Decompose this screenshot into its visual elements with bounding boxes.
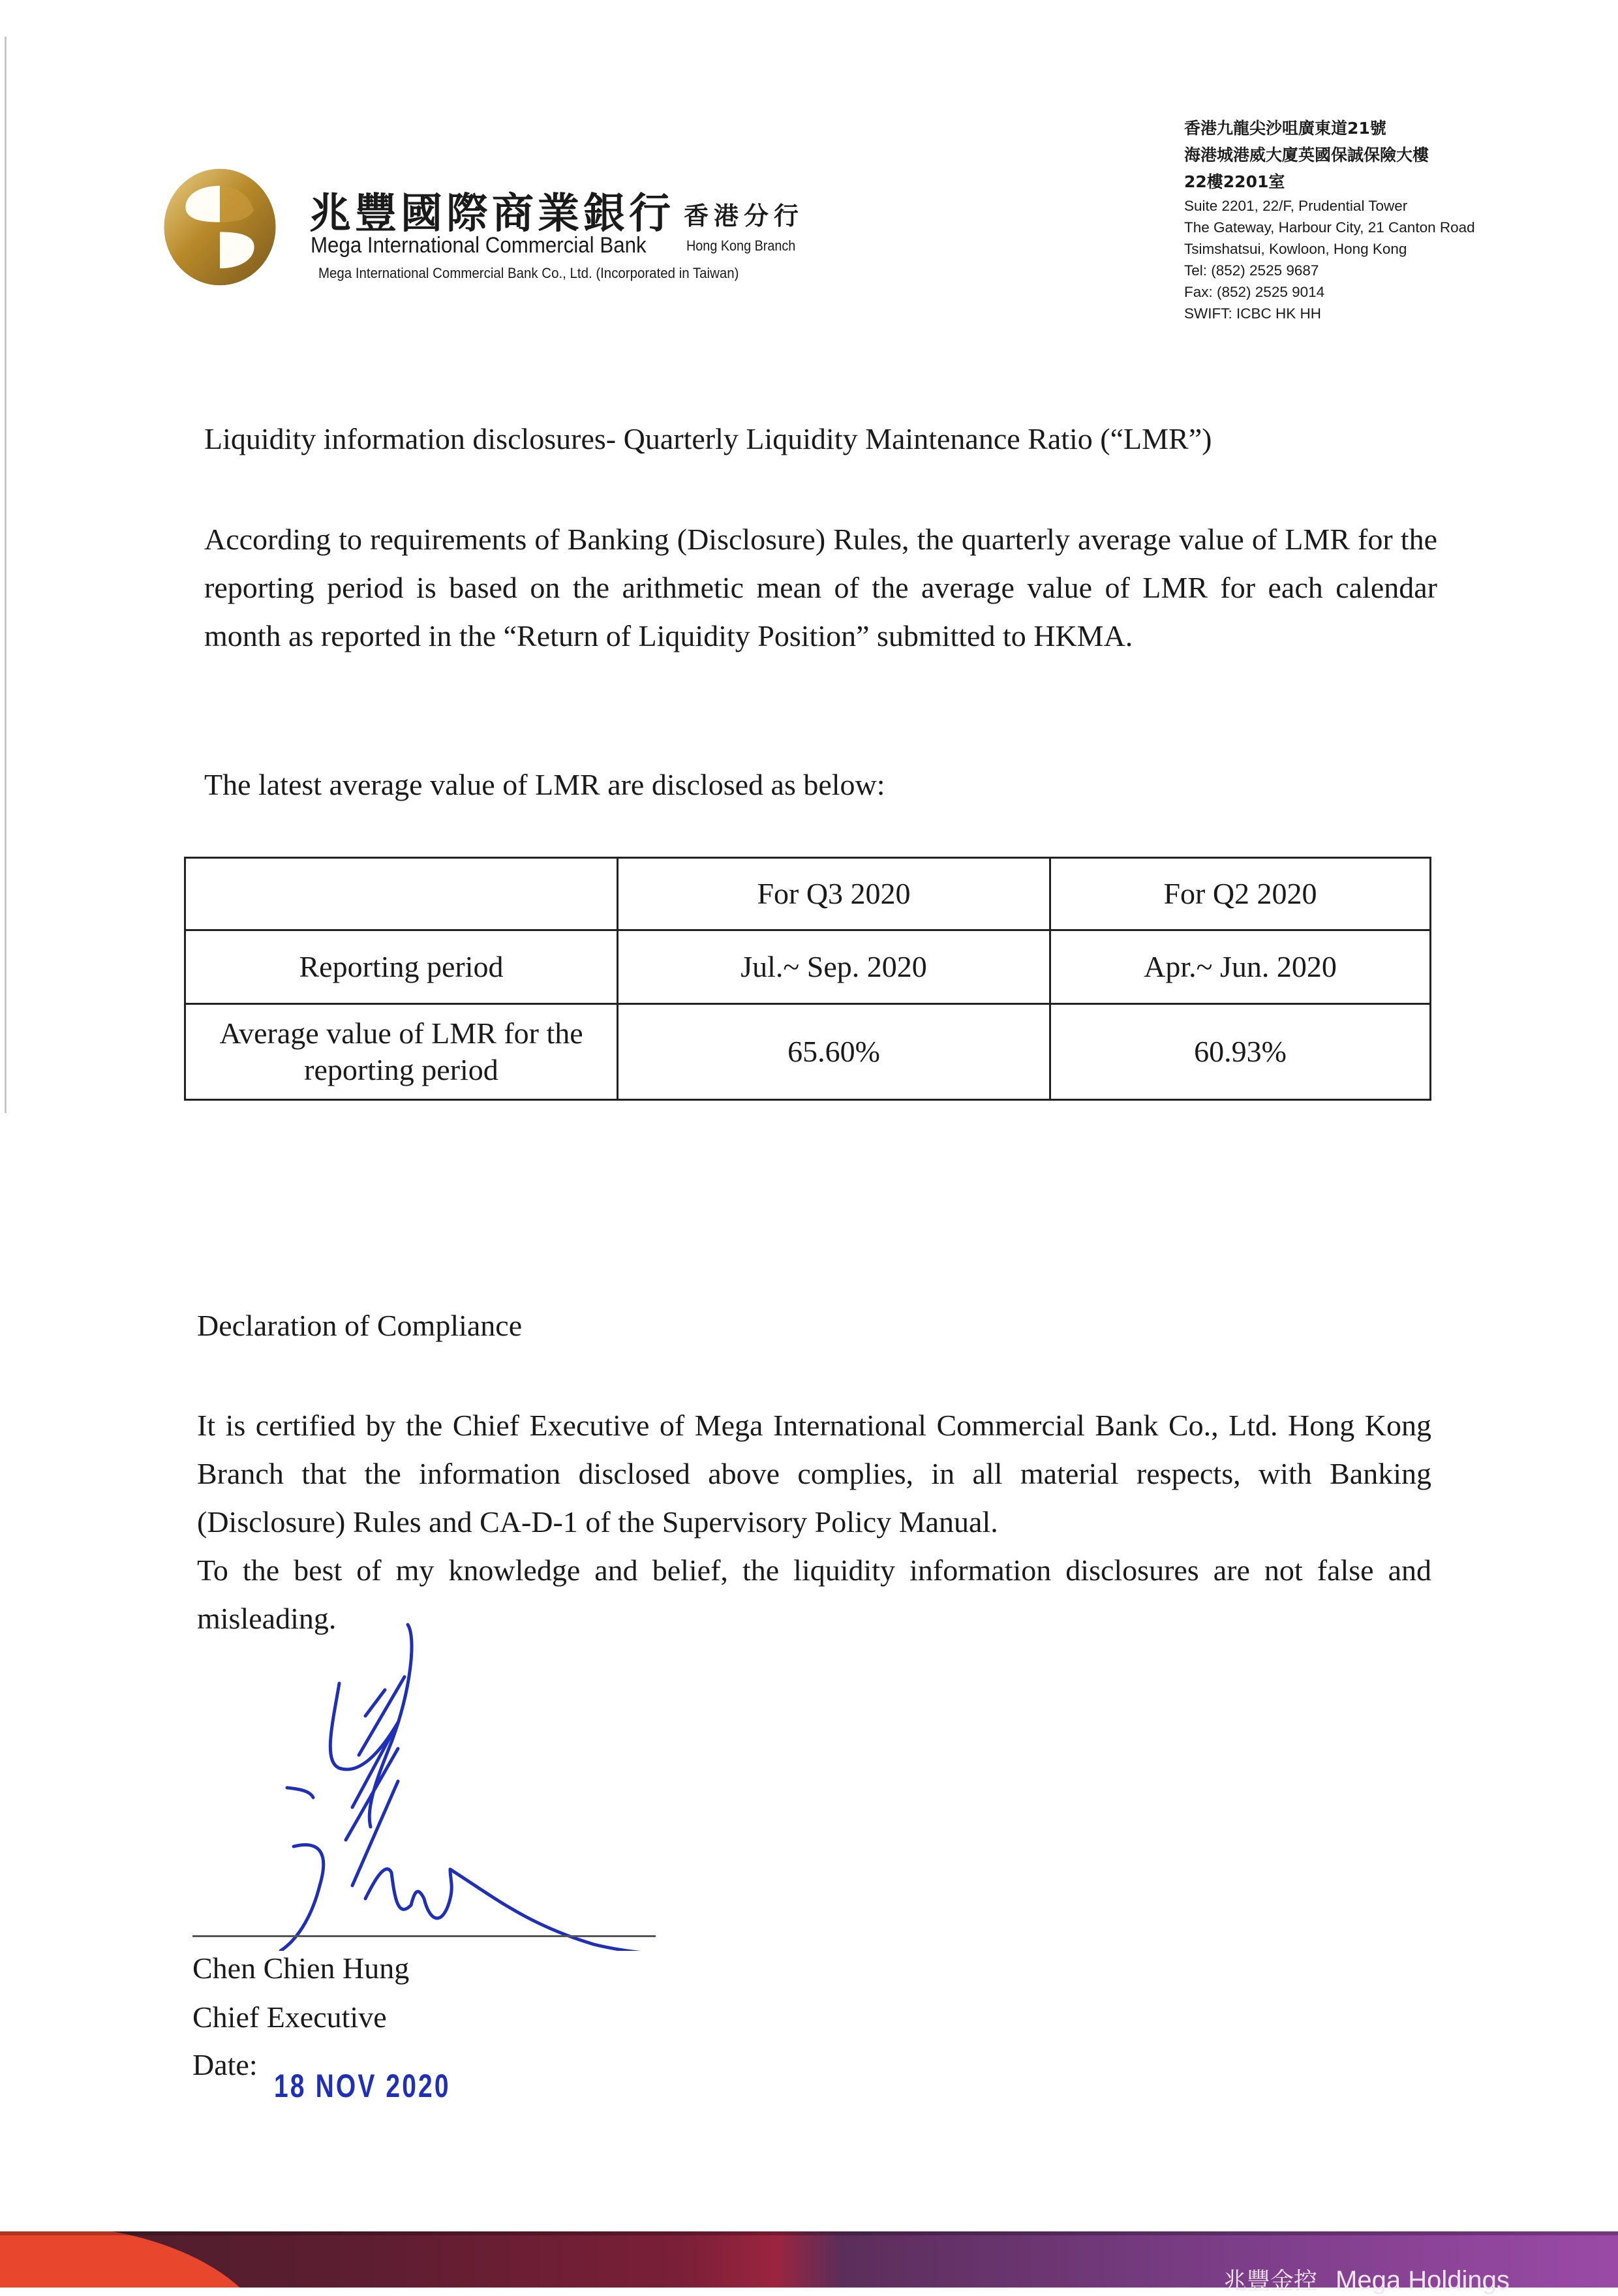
intro-paragraph: According to requirements of Banking (Disclosure) Rules, the quarterly average value of LMR for the reporting period is based on the arithmetic mean of the average value of LMR for each calendar month as reported in the “Return of Liquidity Position” submitted to HKMA. [204, 523, 1437, 652]
declaration-paragraph: To the best of my knowledge and belief, the liquidity information disclosures are not false and misleading. [197, 1554, 1431, 1635]
bank-name-english: Mega International Commercial Bank [311, 233, 647, 258]
table-cell: Apr.~ Jun. 2020 [1050, 930, 1431, 1004]
declaration-body [197, 1401, 1431, 1643]
table-row-label: Reporting period [185, 930, 618, 1004]
branch-name-chinese: 香港分行 [684, 202, 804, 230]
footer-shade [0, 2231, 1618, 2235]
signatory-name: Chen Chien Hung [192, 1952, 410, 1985]
address-cn-line: 香港九龍尖沙咀廣東道21號 [1184, 119, 1386, 138]
table-cell: Jul.~ Sep. 2020 [618, 930, 1050, 1004]
table-cell: 60.93% [1050, 1004, 1431, 1100]
table-row [185, 930, 1431, 1004]
address-en-line: Suite 2201, 22/F, Prudential Tower [1184, 198, 1408, 214]
branch-address [1184, 115, 1475, 324]
lmr-table [184, 857, 1431, 1101]
branch-name-english: Hong Kong Branch [686, 237, 796, 254]
table-header-row [185, 858, 1431, 930]
telephone: Tel: (852) 2525 9687 [1184, 262, 1319, 279]
incorporation-note: Mega International Commercial Bank Co., Ltd. (Incorporated in Taiwan) [318, 265, 739, 281]
bank-name-chinese: 兆豐國際商業銀行 [309, 190, 675, 238]
handwritten-signature-icon [189, 1612, 776, 1951]
bank-logo-icon [159, 166, 281, 288]
footer-brand-en: Mega Holdings [1336, 2266, 1510, 2295]
address-cn-line: 海港城港威大廈英國保誠保險大樓 [1184, 145, 1429, 164]
swift-code: SWIFT: ICBC HK HH [1184, 305, 1322, 322]
date-stamp: 18 NOV 2020 [274, 2068, 451, 2104]
table-lead-text: The latest average value of LMR are disclosed as below: [204, 768, 885, 801]
footer-brand-cn: 兆豐金控 [1223, 2268, 1318, 2295]
table-row [185, 1004, 1431, 1100]
table-header-cell: For Q3 2020 [618, 858, 1050, 930]
declaration-paragraph: It is certified by the Chief Executive of Mega International Commercial Bank Co., Ltd. Hong Kong Branch that the information disclosed above complies, in all material respects, with Banking (Disclosure) Rules and CA-D-1 of the Supervisory Policy Manual. [197, 1409, 1431, 1538]
footer-brand [1223, 2263, 1510, 2296]
address-en-line: The Gateway, Harbour City, 21 Canton Road [1184, 219, 1475, 236]
fax: Fax: (852) 2525 9014 [1184, 284, 1325, 300]
date-label: Date: [192, 2048, 258, 2081]
signatory-role: Chief Executive [192, 2000, 387, 2034]
footer-swoosh [0, 2231, 274, 2288]
table-cell: 65.60% [618, 1004, 1050, 1100]
document-title: Liquidity information disclosures- Quarterly Liquidity Maintenance Ratio (“LMR”) [204, 422, 1212, 455]
address-cn-line: 22樓2201室 [1184, 172, 1285, 191]
address-en-line: Tsimshatsui, Kowloon, Hong Kong [1184, 241, 1407, 257]
table-row-label: Average value of LMR for the reporting period [185, 1004, 618, 1100]
table-header-cell [185, 858, 618, 930]
signature-line [192, 1935, 656, 1937]
scan-edge [5, 37, 7, 1113]
table-header-cell: For Q2 2020 [1050, 858, 1431, 930]
declaration-title: Declaration of Compliance [197, 1309, 523, 1342]
